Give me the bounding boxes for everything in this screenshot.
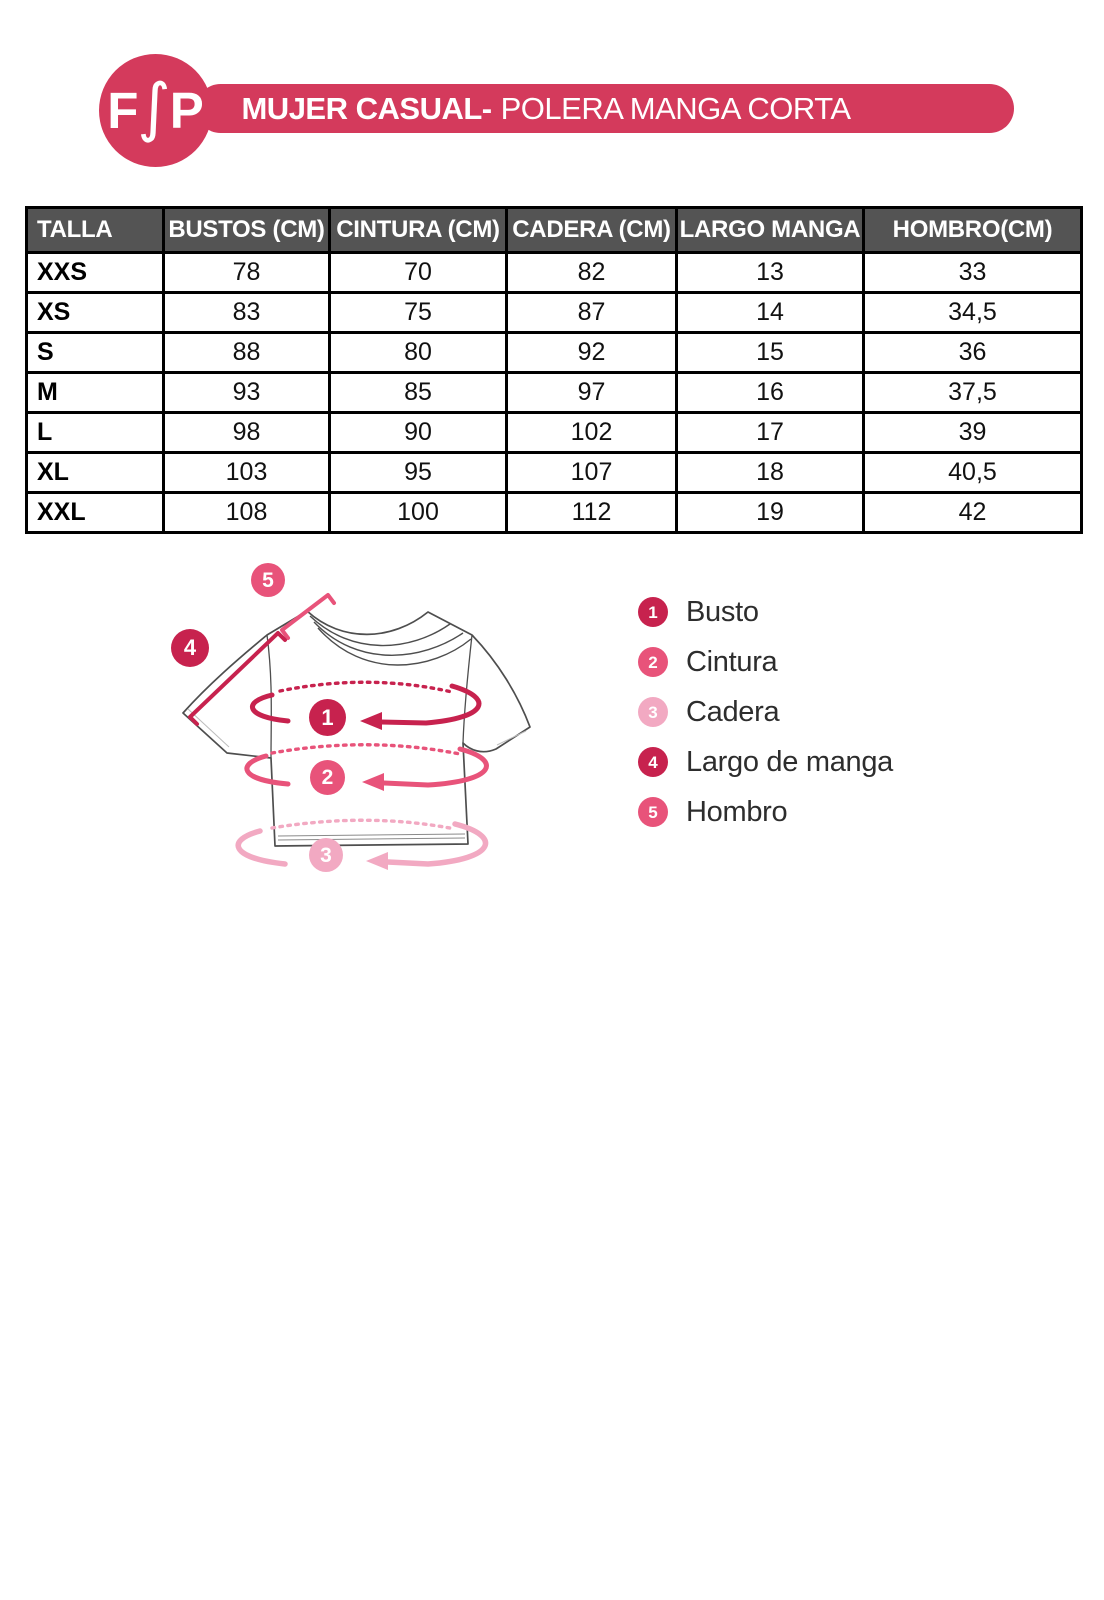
cell-largo-manga: 13 [677, 253, 864, 293]
cell-largo-manga: 18 [677, 453, 864, 493]
banner-title-bold: MUJER CASUAL- [241, 90, 492, 126]
cell-cintura: 70 [330, 253, 507, 293]
size-label: S [27, 333, 164, 373]
cell-cadera: 112 [507, 493, 677, 533]
legend-dot-4: 4 [638, 747, 668, 777]
legend-label-cintura: Cintura [686, 645, 778, 678]
col-header-largo-manga: LARGO MANGA [677, 208, 864, 253]
table-row-m [27, 373, 1082, 413]
cell-bustos: 103 [164, 453, 330, 493]
cell-cadera: 102 [507, 413, 677, 453]
col-header-hombro: HOMBRO(CM) [864, 208, 1082, 253]
col-header-talla: TALLA [27, 208, 164, 253]
cell-largo-manga: 19 [677, 493, 864, 533]
size-table [25, 206, 1083, 534]
legend-item-largo-de-manga [638, 747, 893, 777]
cell-bustos: 88 [164, 333, 330, 373]
table-row-l [27, 413, 1082, 453]
cell-bustos: 93 [164, 373, 330, 413]
cell-cintura: 95 [330, 453, 507, 493]
legend-item-hombro [638, 797, 893, 827]
cell-hombro: 33 [864, 253, 1082, 293]
cell-cintura: 90 [330, 413, 507, 453]
legend-dot-2: 2 [638, 647, 668, 677]
legend-label-hombro: Hombro [686, 795, 788, 828]
legend-label-busto: Busto [686, 595, 759, 628]
size-label: L [27, 413, 164, 453]
logo-letter-f: F [107, 82, 139, 139]
size-label: XL [27, 453, 164, 493]
legend-item-cintura [638, 647, 893, 677]
table-row-xl [27, 453, 1082, 493]
cell-bustos: 98 [164, 413, 330, 453]
table-row-xxl [27, 493, 1082, 533]
cell-cintura: 80 [330, 333, 507, 373]
marker-busto: 1 [309, 699, 346, 736]
marker-cadera: 3 [309, 838, 343, 872]
col-header-bustos: BUSTOS (CM) [164, 208, 330, 253]
cell-hombro: 39 [864, 413, 1082, 453]
size-label: XXL [27, 493, 164, 533]
cell-hombro: 36 [864, 333, 1082, 373]
table-row-xxs [27, 253, 1082, 293]
cell-hombro: 42 [864, 493, 1082, 533]
size-label: XXS [27, 253, 164, 293]
legend-label-cadera: Cadera [686, 695, 780, 728]
logo-letter-p: P [169, 82, 204, 139]
cell-largo-manga: 15 [677, 333, 864, 373]
size-label: XS [27, 293, 164, 333]
table-row-s [27, 333, 1082, 373]
cell-cintura: 85 [330, 373, 507, 413]
measurement-legend [638, 597, 893, 827]
cell-cintura: 100 [330, 493, 507, 533]
legend-item-cadera [638, 697, 893, 727]
table-header-row [27, 208, 1082, 253]
size-label: M [27, 373, 164, 413]
header-banner [196, 84, 1014, 133]
hip-arrowhead [366, 852, 388, 870]
marker-cintura: 2 [310, 760, 345, 795]
cell-cadera: 92 [507, 333, 677, 373]
col-header-cintura: CINTURA (CM) [330, 208, 507, 253]
fsp-logo [99, 54, 212, 167]
cell-cadera: 107 [507, 453, 677, 493]
cell-cadera: 82 [507, 253, 677, 293]
legend-label-largo-de-manga: Largo de manga [686, 745, 894, 778]
legend-dot-5: 5 [638, 797, 668, 827]
legend-dot-1: 1 [638, 597, 668, 627]
cell-bustos: 108 [164, 493, 330, 533]
cell-largo-manga: 17 [677, 413, 864, 453]
legend-dot-3: 3 [638, 697, 668, 727]
cell-cadera: 87 [507, 293, 677, 333]
banner-title-regular: POLERA MANGA CORTA [500, 90, 851, 126]
table-row-xs [27, 293, 1082, 333]
cell-cintura: 75 [330, 293, 507, 333]
cell-hombro: 40,5 [864, 453, 1082, 493]
shirt-outline [183, 611, 530, 846]
cell-hombro: 34,5 [864, 293, 1082, 333]
cell-hombro: 37,5 [864, 373, 1082, 413]
cell-bustos: 78 [164, 253, 330, 293]
legend-item-busto [638, 597, 893, 627]
cell-largo-manga: 16 [677, 373, 864, 413]
marker-largo-de-manga: 4 [171, 629, 209, 667]
cell-cadera: 97 [507, 373, 677, 413]
col-header-cadera: CADERA (CM) [507, 208, 677, 253]
cell-bustos: 83 [164, 293, 330, 333]
cell-largo-manga: 14 [677, 293, 864, 333]
logo-letter-s: ∫ [137, 70, 171, 145]
marker-hombro: 5 [251, 563, 285, 597]
